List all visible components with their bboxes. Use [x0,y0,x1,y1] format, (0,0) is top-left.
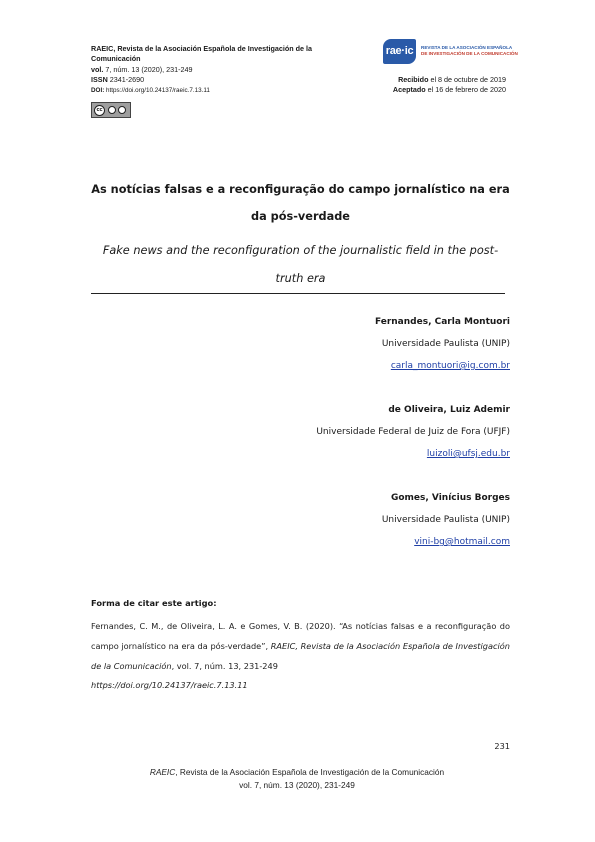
author-block [180,487,510,553]
nc-icon [118,106,126,114]
accepted-date: Aceptado el 16 de febrero de 2020 [392,85,506,95]
author-block [180,311,510,377]
submission-dates [300,75,506,96]
journal-title: RAEIC, Revista de la Asociación Española de Investigación de la Comunicación [91,44,313,64]
citation-heading: Forma de citar este artigo: [91,598,217,608]
author-affiliation: Universidade Paulista (UNIP) [381,515,510,525]
page-footer [91,766,503,792]
author-name: de Oliveira, Luiz Ademir [388,405,510,415]
volume-line: vol. 7, núm. 13 (2020), 231-249 [91,64,193,74]
citation-doi-link[interactable]: https://doi.org/10.24137/raeic.7.13.11 [91,680,248,690]
by-nc-icons [108,106,126,114]
article-title-portuguese: As notícias falsas e a reconfiguração do campo jornalístico na era da pós-verdade [91,183,510,223]
author-email-link[interactable]: carla_montuori@ig.com.br [390,361,510,371]
author-name: Fernandes, Carla Montuori [374,317,510,327]
author-email-link[interactable]: luizoli@ufsj.edu.br [426,449,510,459]
author-affiliation: Universidade Paulista (UNIP) [381,339,510,349]
footer-journal: RAEIC, Revista de la Asociación Española de Investigación de la Comunicación [149,767,445,777]
citation-journal: RAEIC, Revista de la Asociación Española de Investigación de la Comunicación [91,641,510,671]
author-name: Gomes, Vinícius Borges [390,493,510,503]
title-divider [91,293,505,294]
received-date: Recibido el 8 de octubre de 2019 [398,75,506,84]
cc-icon: cc [94,105,105,116]
author-email-link[interactable]: vini-bg@hotmail.com [414,537,510,547]
raeic-logo-text: REVISTA DE LA ASOCIACIÓN ESPAÑOLA DE INVESTIGACIÓN DE LA COMUNICACIÓN [421,45,518,56]
author-affiliation: Universidade Federal de Juiz de Fora (UFJF) [316,427,510,437]
page-number: 231 [494,741,510,751]
doi-line: DOI: https://doi.org/10.24137/raeic.7.13.11 [91,86,210,94]
issn-line: ISSN 2341-2690 [91,75,145,85]
footer-volume: vol. 7, núm. 13 (2020), 231-249 [239,780,355,790]
creative-commons-license-icon[interactable] [91,102,131,118]
citation-text: Fernandes, C. M., de Oliveira, L. A. e Gomes, V. B. (2020). “As notícias falsas e a reconfiguração do campo jornalístico na era da pós-verdade”, RAEIC, Revista de la Asociación Española de Investigación de la Comunicación, vol. 7, núm. 13, 231-249 [91,621,510,671]
author-block [180,399,510,465]
by-icon [108,106,116,114]
raeic-logo: rae·ic [383,39,416,64]
article-title-english: Fake news and the reconfiguration of the journalistic field in the post-truth era [102,244,499,285]
